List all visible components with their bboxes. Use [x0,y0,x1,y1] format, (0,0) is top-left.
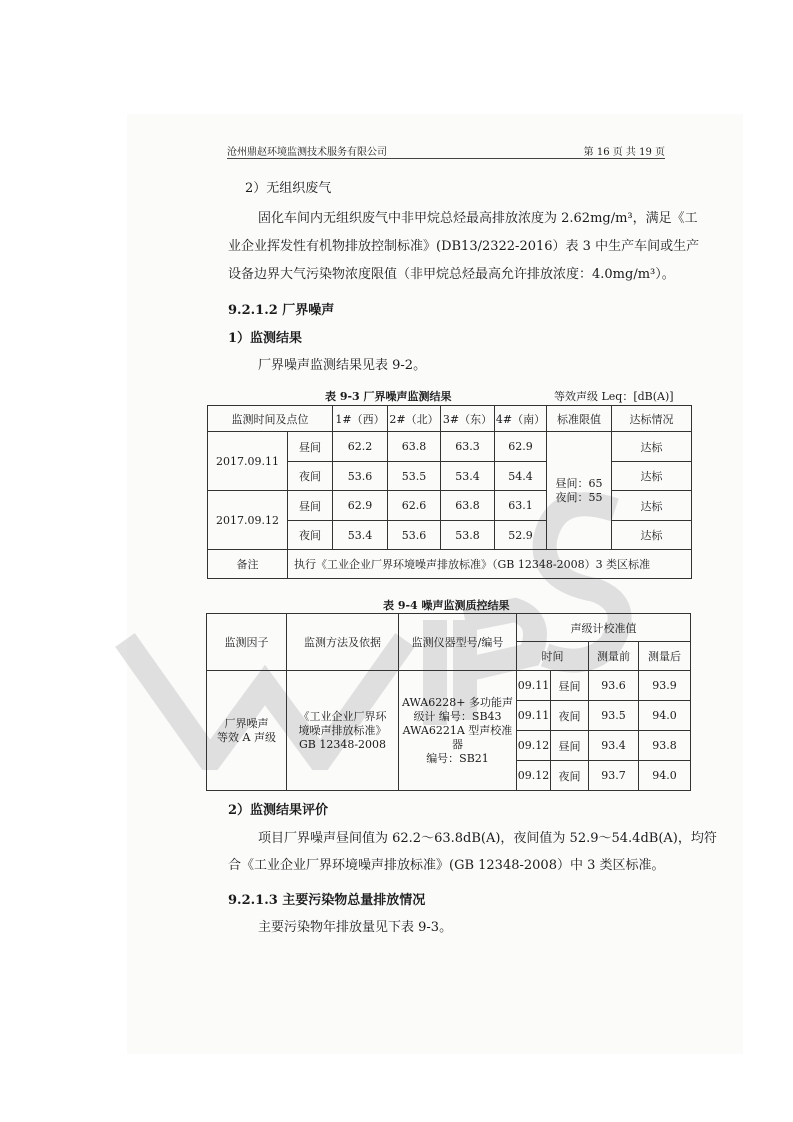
monitoring-results-heading: 1）监测结果 [228,331,303,346]
header-compliance: 达标情况 [612,406,692,432]
qc-before-cell: 93.5 [589,701,639,731]
status-cell: 达标 [612,521,692,550]
qc-period-cell: 夜间 [551,701,589,731]
table-9-3-unit: 等效声级 Leq：[dB(A)] [554,390,674,403]
evaluation-line-2: 合《工业企业厂界环境噪声排放标准》(GB 12348-2008）中 3 类区标准。 [228,858,665,873]
header-point-1: 1#（西） [333,406,388,432]
instrument-line: AWA6228+ 多功能声 [402,695,513,709]
table-9-4-caption: 表 9-4 噪声监测质控结果 [383,599,510,612]
instrument-line: 级计 编号：SB43 [413,709,502,723]
table-row [207,671,691,701]
evaluation-heading: 2）监测结果评价 [228,803,329,818]
status-cell: 达标 [612,432,692,462]
qc-period-cell: 昼间 [551,731,589,761]
period-cell: 昼间 [288,491,333,521]
header-page-number: 第 16 页 共 19 页 [583,147,665,158]
qc-before-cell: 93.7 [589,761,639,791]
header-point-2: 2#（北） [388,406,441,432]
value-cell: 53.6 [333,462,388,491]
method-line: 《工业企业厂界环 [298,709,387,723]
noise-section-heading: 9.2.1.2 厂界噪声 [228,303,335,318]
value-cell: 63.1 [495,491,547,521]
value-cell: 62.6 [388,491,441,521]
method-cell [287,671,399,791]
qc-before-cell: 93.4 [589,731,639,761]
value-cell: 63.3 [441,432,495,462]
period-cell: 夜间 [288,462,333,491]
period-cell: 夜间 [288,521,333,550]
qc-after-cell: 94.0 [639,761,691,791]
value-cell: 62.2 [333,432,388,462]
instrument-line: 编号：SB21 [426,751,489,765]
date-cell: 2017.09.12 [208,491,288,550]
note-text: 执行《工业企业厂界环境噪声排放标准》（GB 12348-2008）3 类区标准 [288,550,692,579]
date-cell: 2017.09.11 [208,432,288,491]
noise-qc-table [206,613,691,791]
value-cell: 52.9 [495,521,547,550]
header-point-3: 3#（东） [441,406,495,432]
method-line: GB 12348-2008 [298,737,387,751]
exhaust-heading: 2）无组织废气 [245,181,332,196]
value-cell: 62.9 [495,432,547,462]
qc-period-cell: 昼间 [551,671,589,701]
evaluation-line-1: 项目厂界噪声昼间值为 62.2～63.8dB(A)，夜间值为 52.9～54.4dB(A)，均符 [258,831,717,846]
value-cell: 63.8 [441,491,495,521]
value-cell: 63.8 [388,432,441,462]
header-before: 测量前 [589,642,639,671]
limit-night: 夜间：55 [555,490,603,504]
instrument-line: AWA6221A 型声校准器 [402,723,513,751]
qc-date-cell: 09.11 [517,701,551,731]
noise-results-table [207,405,692,579]
value-cell: 53.6 [388,521,441,550]
header-factor: 监测因子 [207,614,287,671]
value-cell: 53.8 [441,521,495,550]
exhaust-paragraph-line-1: 固化车间内无组织废气中非甲烷总烃最高排放浓度为 2.62mg/m³，满足《工 [258,211,698,226]
table-row [208,432,692,462]
value-cell: 53.5 [388,462,441,491]
value-cell: 53.4 [441,462,495,491]
limit-day: 昼间：65 [555,476,603,490]
instrument-cell [399,671,517,791]
factor-cell [207,671,287,791]
qc-after-cell: 93.9 [639,671,691,701]
pollutants-heading: 9.2.1.3 主要污染物总量排放情况 [228,893,426,908]
note-row [208,550,692,579]
header-company: 沧州鼎赵环境监测技术服务有限公司 [227,147,387,158]
table-header-row [208,406,692,432]
qc-period-cell: 夜间 [551,761,589,791]
header-standard-limit: 标准限值 [547,406,612,432]
qc-after-cell: 94.0 [639,701,691,731]
factor-line: 等效 A 声级 [217,730,276,744]
monitoring-results-text: 厂界噪声监测结果见表 9-2。 [258,358,427,373]
qc-date-cell: 09.12 [517,731,551,761]
qc-after-cell: 93.8 [639,731,691,761]
exhaust-paragraph-line-2: 业企业挥发性有机物排放控制标准》(DB13/2322-2016）表 3 中生产车间或生产 [228,239,700,254]
qc-date-cell: 09.11 [517,671,551,701]
note-label: 备注 [208,550,288,579]
value-cell: 62.9 [333,491,388,521]
qc-date-cell: 09.12 [517,761,551,791]
header-instrument: 监测仪器型号/编号 [399,614,517,671]
table-row [208,491,692,521]
page-header [227,142,665,159]
status-cell: 达标 [612,491,692,521]
header-time-location: 监测时间及点位 [208,406,333,432]
standard-limit-cell [547,432,612,550]
header-calibration: 声级计校准值 [517,614,691,642]
qc-before-cell: 93.6 [589,671,639,701]
status-cell: 达标 [612,462,692,491]
header-method: 监测方法及依据 [287,614,399,671]
period-cell: 昼间 [288,432,333,462]
header-after: 测量后 [639,642,691,671]
value-cell: 53.4 [333,521,388,550]
pollutants-text: 主要污染物年排放量见下表 9-3。 [258,920,453,935]
value-cell: 54.4 [495,462,547,491]
qc-header-row-1 [207,614,691,642]
table-9-3-caption: 表 9-3 厂界噪声监测结果 [325,390,452,403]
exhaust-paragraph-line-3: 设备边界大气污染物浓度限值（非甲烷总烃最高允许排放浓度：4.0mg/m³）。 [228,267,675,282]
header-point-4: 4#（南） [495,406,547,432]
method-line: 境噪声排放标准》 [298,723,387,737]
factor-line: 厂界噪声 [224,716,269,730]
header-time: 时间 [517,642,589,671]
